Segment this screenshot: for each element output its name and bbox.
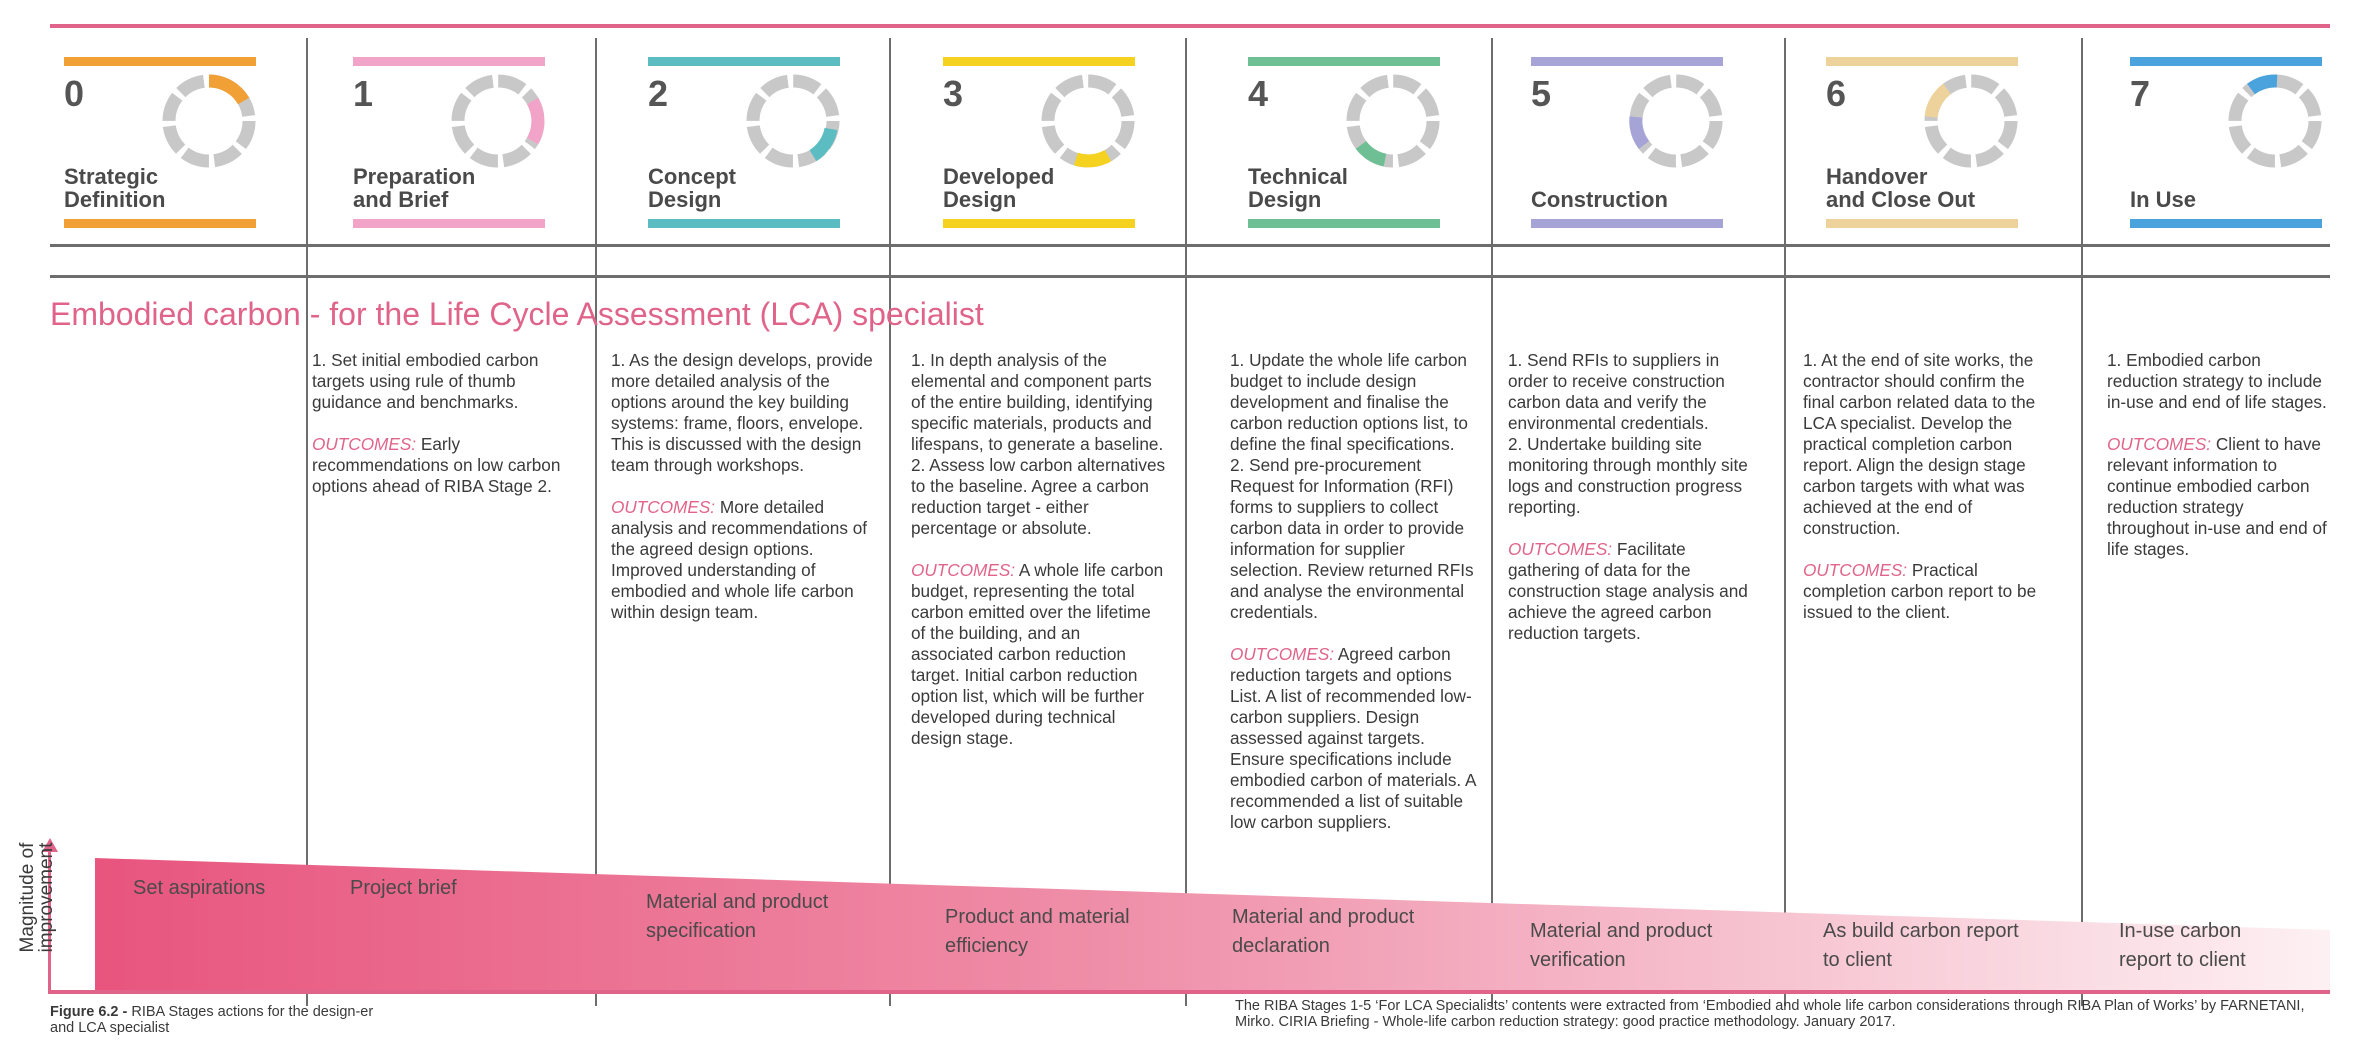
- stage-bar-bottom: [943, 219, 1135, 228]
- stage-bar-top: [1826, 57, 2018, 66]
- step-label: Product and material efficiency: [945, 906, 1130, 957]
- column-stage-5: [1508, 350, 1760, 665]
- section-divider: [50, 275, 2330, 278]
- stage-number: 2: [648, 73, 669, 114]
- cycle-icon: [1626, 71, 1726, 171]
- stage-name: Strategic Definition: [64, 164, 166, 212]
- action-text: 1. Embodied carbon reduction strategy to include in-use and end of life stages.: [2107, 350, 2327, 412]
- cycle-icon: [1921, 71, 2021, 171]
- cycle-icon: [448, 71, 548, 171]
- stage-number: 5: [1531, 73, 1552, 114]
- figure-caption: Figure 6.2 - RIBA Stages actions for the design-er and LCA specialist: [50, 1004, 374, 1036]
- step-label: In-use carbon report to client: [2119, 920, 2246, 971]
- stage-bar-bottom: [1826, 219, 2018, 228]
- column-stage-6: [1803, 350, 2059, 644]
- cycle-icon: [2225, 71, 2325, 171]
- outcome-text: OUTCOMES: Client to have relevant information to continue embodied carbon reduction strategy throughout in-use and end of life stages.: [2107, 434, 2327, 559]
- cycle-icon: [743, 71, 843, 171]
- outcome-text: OUTCOMES: More detailed analysis and recommendations of the agreed design options. Improved understanding of embodied and whole life carbon within design team.: [611, 497, 868, 622]
- stage-bar-bottom: [2130, 219, 2322, 228]
- stage-name: Technical Design: [1248, 164, 1348, 212]
- stage-bar-bottom: [64, 219, 256, 228]
- column-stage-4: [1230, 350, 1480, 854]
- action-text: 2. Send pre-procurement Request for Information (RFI) forms to suppliers to collect carbon data in order to provide information for supplier selection. Review returned RFIs and analyse the environmental credentials.: [1230, 455, 1474, 622]
- step-label: As build carbon report to client: [1823, 920, 2019, 971]
- stage-number: 4: [1248, 73, 1269, 114]
- source-note: The RIBA Stages 1-5 ‘For LCA Specialists’ contents were extracted from ‘Embodied and whole life carbon considerations through RIBA Plan of Works’ by FARNETANI, Mirko. CIRIA Briefing - Whole-life carbon reduction strategy: good practice methodology. January 2017.: [1235, 998, 2305, 1030]
- stage-bar-bottom: [353, 219, 545, 228]
- stage-bar-top: [943, 57, 1135, 66]
- stage-number: 1: [353, 73, 374, 114]
- step-label: Project brief: [350, 877, 457, 899]
- stage-bar-top: [64, 57, 256, 66]
- stage-name: In Use: [2130, 187, 2197, 212]
- magnitude-label: Magnitude of improvement: [17, 842, 57, 953]
- action-text: 1. As the design develops, provide more detailed analysis of the options around the key building systems: frame, floors, envelope. This is discussed with the design team through workshops.: [611, 350, 873, 475]
- header-divider: [50, 244, 2330, 247]
- action-text: 1. In depth analysis of the elemental and component parts of the entire building, identifying specific materials, products and lifespans, to generate a baseline.: [911, 350, 1164, 454]
- step-label: Set aspirations: [133, 877, 266, 899]
- stage-bar-top: [353, 57, 545, 66]
- stage-number: 7: [2130, 73, 2151, 114]
- cycle-icon: [1343, 71, 1443, 171]
- stage-number: 0: [64, 73, 85, 114]
- stage-bar-top: [2130, 57, 2322, 66]
- stage-bar-top: [1531, 57, 1723, 66]
- top-rule: [50, 24, 2330, 28]
- stage-name: Preparation and Brief: [353, 164, 476, 212]
- stage-name: Developed Design: [943, 164, 1055, 212]
- cycle-icon: [159, 71, 259, 171]
- stage-bar-top: [1248, 57, 1440, 66]
- outcome-text: OUTCOMES: Agreed carbon reduction targets and options List. A list of recommended low-carbon suppliers. Design assessed against targets. Ensure specifications include embodied carbon of materials. A recommended a list of suitable low carbon suppliers.: [1230, 644, 1476, 832]
- outcome-text: OUTCOMES: Facilitate gathering of data for the construction stage analysis and achieve the agreed carbon reduction targets.: [1508, 539, 1748, 643]
- stage-number: 6: [1826, 73, 1847, 114]
- column-stage-7: [2107, 350, 2327, 581]
- outcome-text: OUTCOMES: Early recommendations on low carbon options ahead of RIBA Stage 2.: [312, 434, 561, 496]
- cycle-icon: [1038, 71, 1138, 171]
- step-label: Material and product declaration: [1232, 906, 1415, 957]
- stage-bar-bottom: [648, 219, 840, 228]
- action-text: 1. At the end of site works, the contractor should confirm the final carbon related data to the LCA specialist. Develop the practical completion carbon report. Align the design stage carbon targets with what was achieved at the end of construction.: [1803, 350, 2036, 538]
- step-label: Material and product verification: [1530, 920, 1713, 971]
- section-title: Embodied carbon - for the Life Cycle Assessment (LCA) specialist: [50, 296, 984, 332]
- column-stage-1: [312, 350, 570, 518]
- column-stage-3: [911, 350, 1167, 770]
- stage-name: Construction: [1531, 187, 1668, 212]
- action-text: 2. Assess low carbon alternatives to the baseline. Agree a carbon reduction target - either percentage or absolute.: [911, 455, 1166, 538]
- column-stage-2: [611, 350, 879, 644]
- action-text: 1. Set initial embodied carbon targets using rule of thumb guidance and benchmarks.: [312, 350, 539, 412]
- stage-bar-top: [648, 57, 840, 66]
- action-text: 1. Send RFIs to suppliers in order to receive construction carbon data and verify the environmental credentials.: [1508, 350, 1725, 433]
- step-label: Material and product specification: [646, 891, 829, 942]
- baseline-rule: [48, 990, 2330, 994]
- outcome-text: OUTCOMES: A whole life carbon budget, representing the total carbon emitted over the lifetime of the building, and an associated carbon reduction target. Initial carbon reduction option list, which will be further developed during technical design stage.: [911, 560, 1164, 748]
- stage-name: Concept Design: [648, 164, 736, 212]
- outcome-text: OUTCOMES: Practical completion carbon report to be issued to the client.: [1803, 560, 2037, 622]
- stage-number: 3: [943, 73, 964, 114]
- action-text: 1. Update the whole life carbon budget to include design development and finalise the carbon reduction options list, to define the final specifications.: [1230, 350, 1468, 454]
- stage-bar-bottom: [1248, 219, 1440, 228]
- stage-name: Handover and Close Out: [1826, 164, 1976, 212]
- stage-bar-bottom: [1531, 219, 1723, 228]
- action-text: 2. Undertake building site monitoring through monthly site logs and construction progress reporting.: [1508, 434, 1748, 517]
